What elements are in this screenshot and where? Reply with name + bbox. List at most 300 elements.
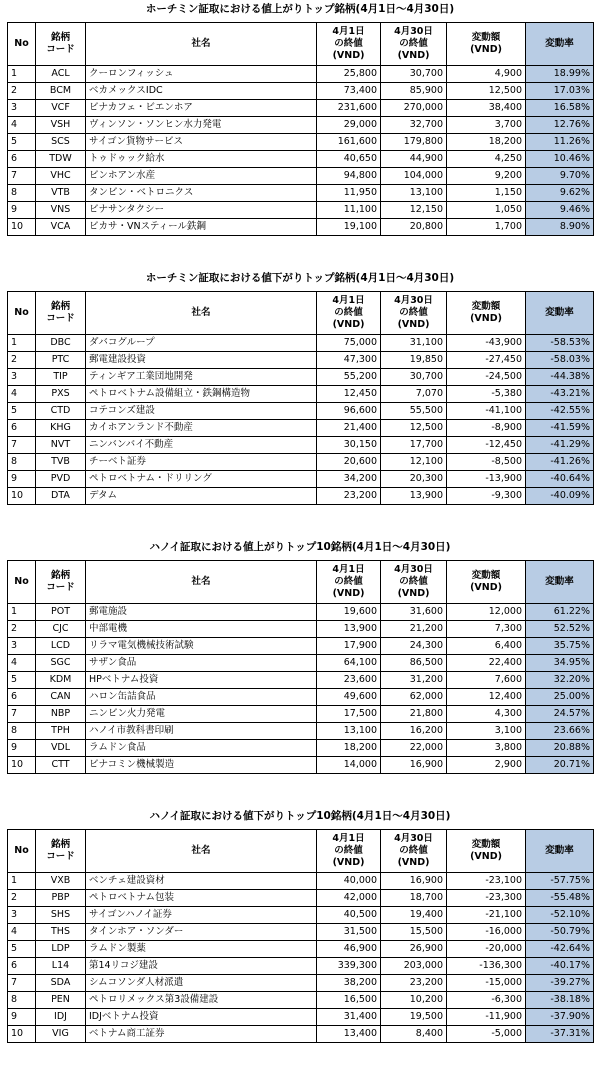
price-change: -11,900: [447, 1009, 526, 1026]
price-change: 18,200: [447, 134, 526, 151]
apr1-close-price: 25,800: [317, 66, 381, 83]
row-number: 10: [8, 757, 36, 774]
table-row: [8, 471, 594, 488]
change-rate: -58.03%: [526, 352, 594, 369]
stock-code: CTT: [36, 757, 86, 774]
apr1-close-price: 73,400: [317, 83, 381, 100]
stock-code: BCM: [36, 83, 86, 100]
apr1-close-price: 75,000: [317, 335, 381, 352]
apr1-close-price: 13,100: [317, 723, 381, 740]
table-row: [8, 924, 594, 941]
table-row: [8, 1009, 594, 1026]
apr30-close-price: 23,200: [381, 975, 447, 992]
column-header-line: 銘柄: [50, 839, 70, 850]
change-rate: 12.76%: [526, 117, 594, 134]
stock-code: VDL: [36, 740, 86, 757]
row-number: 7: [8, 706, 36, 723]
apr30-close-price: 31,100: [381, 335, 447, 352]
column-header-rate: 変動率: [526, 23, 594, 66]
column-header-line: (VND): [397, 857, 430, 868]
row-number: 8: [8, 992, 36, 1009]
apr30-close-price: 86,500: [381, 655, 447, 672]
column-header-change: [447, 23, 526, 66]
apr1-close-price: 161,600: [317, 134, 381, 151]
price-change: 9,200: [447, 168, 526, 185]
ranking-table: [7, 829, 594, 1043]
table-row: [8, 219, 594, 236]
stock-code: TPH: [36, 723, 86, 740]
row-number: 10: [8, 219, 36, 236]
price-change: -5,000: [447, 1026, 526, 1043]
price-change: 1,150: [447, 185, 526, 202]
column-header-line: (VND): [332, 319, 365, 330]
price-change: -13,900: [447, 471, 526, 488]
column-header-no: No: [8, 561, 36, 604]
apr30-close-price: 270,000: [381, 100, 447, 117]
stock-code: LCD: [36, 638, 86, 655]
change-rate: -42.55%: [526, 403, 594, 420]
change-rate: -41.29%: [526, 437, 594, 454]
apr30-close-price: 16,200: [381, 723, 447, 740]
column-header-no: No: [8, 292, 36, 335]
row-number: 10: [8, 488, 36, 505]
change-rate: 18.99%: [526, 66, 594, 83]
change-rate: -52.10%: [526, 907, 594, 924]
stock-code: VNS: [36, 202, 86, 219]
apr30-close-price: 31,600: [381, 604, 447, 621]
company-name: ペトロベトナム設備組立・鉄鋼構造物: [86, 386, 317, 403]
change-rate: -39.27%: [526, 975, 594, 992]
stock-code: SGC: [36, 655, 86, 672]
stock-code: DTA: [36, 488, 86, 505]
apr30-close-price: 44,900: [381, 151, 447, 168]
change-rate: 35.75%: [526, 638, 594, 655]
column-header-apr30-close: [381, 830, 447, 873]
company-name: トゥドゥック給水: [86, 151, 317, 168]
apr30-close-price: 30,700: [381, 369, 447, 386]
stock-code: PEN: [36, 992, 86, 1009]
column-header-line: 4月30日: [394, 564, 433, 575]
table-row: [8, 689, 594, 706]
column-header-line: の終値: [399, 307, 428, 318]
stock-code: SDA: [36, 975, 86, 992]
company-name: ビナサンタクシー: [86, 202, 317, 219]
row-number: 6: [8, 958, 36, 975]
section-title: ハノイ証取における値上がりトップ10銘柄(4月1日～4月30日): [149, 541, 451, 553]
apr30-close-price: 19,400: [381, 907, 447, 924]
stock-code: VCA: [36, 219, 86, 236]
row-number: 8: [8, 454, 36, 471]
price-change: -8,900: [447, 420, 526, 437]
apr1-close-price: 339,300: [317, 958, 381, 975]
change-rate: -50.79%: [526, 924, 594, 941]
apr30-close-price: 10,200: [381, 992, 447, 1009]
column-header-apr1-close: [317, 830, 381, 873]
row-number: 9: [8, 740, 36, 757]
column-header-name: 社名: [86, 561, 317, 604]
section-title: ホーチミン証取における値上がりトップ銘柄(4月1日～4月30日): [145, 3, 455, 15]
stock-code: CAN: [36, 689, 86, 706]
apr30-close-price: 16,900: [381, 873, 447, 890]
table-row: [8, 723, 594, 740]
change-rate: 20.71%: [526, 757, 594, 774]
apr30-close-price: 26,900: [381, 941, 447, 958]
row-number: 8: [8, 185, 36, 202]
stock-code: PBP: [36, 890, 86, 907]
row-number: 4: [8, 386, 36, 403]
column-header-line: の終値: [334, 307, 363, 318]
header-row: [8, 830, 594, 873]
row-number: 4: [8, 117, 36, 134]
row-number: 7: [8, 168, 36, 185]
apr30-close-price: 22,000: [381, 740, 447, 757]
company-name: ダバコグループ: [86, 335, 317, 352]
apr1-close-price: 16,500: [317, 992, 381, 1009]
company-name: シムコソンダ人材派遣: [86, 975, 317, 992]
table-row: [8, 621, 594, 638]
column-header-line: コード: [46, 851, 75, 862]
price-change: 7,300: [447, 621, 526, 638]
change-rate: -57.75%: [526, 873, 594, 890]
price-change: 3,700: [447, 117, 526, 134]
row-number: 10: [8, 1026, 36, 1043]
section-title: ハノイ証取における値下がりトップ10銘柄(4月1日～4月30日): [149, 810, 451, 822]
column-header-change: [447, 292, 526, 335]
apr1-close-price: 19,100: [317, 219, 381, 236]
price-change: 12,500: [447, 83, 526, 100]
company-name: タインホア・ソンダー: [86, 924, 317, 941]
table-row: [8, 151, 594, 168]
column-header-line: 4月30日: [394, 833, 433, 844]
row-number: 7: [8, 437, 36, 454]
row-number: 1: [8, 66, 36, 83]
row-number: 9: [8, 471, 36, 488]
company-name: デタム: [86, 488, 317, 505]
row-number: 8: [8, 723, 36, 740]
row-number: 3: [8, 907, 36, 924]
header-row: [8, 292, 594, 335]
column-header-apr30-close: [381, 292, 447, 335]
change-rate: 25.00%: [526, 689, 594, 706]
column-header-line: 変動額: [471, 839, 501, 850]
company-name: IDJベトナム投資: [86, 1009, 317, 1026]
row-number: 9: [8, 1009, 36, 1026]
column-header-line: の終値: [399, 845, 428, 856]
change-rate: -37.31%: [526, 1026, 594, 1043]
stock-code: SCS: [36, 134, 86, 151]
apr1-close-price: 11,950: [317, 185, 381, 202]
table-row: [8, 403, 594, 420]
apr30-close-price: 12,500: [381, 420, 447, 437]
apr1-close-price: 20,600: [317, 454, 381, 471]
apr30-close-price: 15,500: [381, 924, 447, 941]
column-header-name: 社名: [86, 292, 317, 335]
apr1-close-price: 94,800: [317, 168, 381, 185]
table-row: [8, 706, 594, 723]
apr1-close-price: 13,400: [317, 1026, 381, 1043]
change-rate: 23.66%: [526, 723, 594, 740]
column-header-change: [447, 561, 526, 604]
price-change: 12,000: [447, 604, 526, 621]
company-name: タンビン・ベトロニクス: [86, 185, 317, 202]
price-change: 2,900: [447, 757, 526, 774]
change-rate: 10.46%: [526, 151, 594, 168]
header-row: [8, 561, 594, 604]
table-row: [8, 941, 594, 958]
column-header-line: 4月1日: [332, 564, 365, 575]
apr1-close-price: 38,200: [317, 975, 381, 992]
table-row: [8, 890, 594, 907]
stock-code: VSH: [36, 117, 86, 134]
column-header-rate: 変動率: [526, 292, 594, 335]
company-name: ニンビン火力発電: [86, 706, 317, 723]
change-rate: -40.17%: [526, 958, 594, 975]
stock-code: KHG: [36, 420, 86, 437]
apr1-close-price: 11,100: [317, 202, 381, 219]
stock-ranking-section: [7, 269, 593, 505]
ranking-table: [7, 22, 594, 236]
company-name: ペトロベトナム包装: [86, 890, 317, 907]
table-row: [8, 168, 594, 185]
apr30-close-price: 12,150: [381, 202, 447, 219]
table-row: [8, 202, 594, 219]
change-rate: 17.03%: [526, 83, 594, 100]
ranking-table: [7, 291, 594, 505]
company-name: ビンホアン水産: [86, 168, 317, 185]
stock-code: CJC: [36, 621, 86, 638]
apr30-close-price: 20,300: [381, 471, 447, 488]
price-change: 4,250: [447, 151, 526, 168]
stock-code: NBP: [36, 706, 86, 723]
company-name: ベトナム商工証券: [86, 1026, 317, 1043]
stock-ranking-section: [7, 0, 593, 236]
change-rate: 11.26%: [526, 134, 594, 151]
column-header-line: (VND): [332, 857, 365, 868]
change-rate: -40.09%: [526, 488, 594, 505]
apr30-close-price: 21,800: [381, 706, 447, 723]
apr1-close-price: 96,600: [317, 403, 381, 420]
company-name: リラマ電気機械技術試験: [86, 638, 317, 655]
row-number: 7: [8, 975, 36, 992]
column-header-line: の終値: [334, 576, 363, 587]
row-number: 3: [8, 638, 36, 655]
column-header-code: [36, 292, 86, 335]
company-name: コテコンズ建設: [86, 403, 317, 420]
company-name: ニンバンバイ不動産: [86, 437, 317, 454]
column-header-line: 4月1日: [332, 26, 365, 37]
apr1-close-price: 40,000: [317, 873, 381, 890]
company-name: サイゴンハノイ証券: [86, 907, 317, 924]
column-header-line: (VND): [470, 313, 502, 324]
apr30-close-price: 104,000: [381, 168, 447, 185]
column-header-rate: 変動率: [526, 561, 594, 604]
company-name: 中部電機: [86, 621, 317, 638]
company-name: サザン食品: [86, 655, 317, 672]
apr30-close-price: 13,100: [381, 185, 447, 202]
company-name: ベンチェ建設資材: [86, 873, 317, 890]
row-number: 9: [8, 202, 36, 219]
table-row: [8, 352, 594, 369]
apr1-close-price: 14,000: [317, 757, 381, 774]
column-header-line: の終値: [334, 845, 363, 856]
price-change: 1,050: [447, 202, 526, 219]
apr30-close-price: 18,700: [381, 890, 447, 907]
price-change: -23,300: [447, 890, 526, 907]
change-rate: 9.62%: [526, 185, 594, 202]
apr1-close-price: 231,600: [317, 100, 381, 117]
column-header-line: の終値: [399, 38, 428, 49]
apr30-close-price: 62,000: [381, 689, 447, 706]
company-name: HPベトナム投資: [86, 672, 317, 689]
change-rate: 52.52%: [526, 621, 594, 638]
price-change: -24,500: [447, 369, 526, 386]
column-header-line: (VND): [470, 582, 502, 593]
apr30-close-price: 19,850: [381, 352, 447, 369]
row-number: 5: [8, 134, 36, 151]
table-row: [8, 369, 594, 386]
stock-code: VXB: [36, 873, 86, 890]
price-change: -136,300: [447, 958, 526, 975]
price-change: 7,600: [447, 672, 526, 689]
price-change: -20,000: [447, 941, 526, 958]
stock-code: POT: [36, 604, 86, 621]
apr1-close-price: 12,450: [317, 386, 381, 403]
table-row: [8, 604, 594, 621]
stock-code: ACL: [36, 66, 86, 83]
apr1-close-price: 30,150: [317, 437, 381, 454]
header-row: [8, 23, 594, 66]
stock-code: PTC: [36, 352, 86, 369]
price-change: 1,700: [447, 219, 526, 236]
column-header-line: コード: [46, 313, 75, 324]
change-rate: -58.53%: [526, 335, 594, 352]
row-number: 2: [8, 890, 36, 907]
column-header-no: No: [8, 23, 36, 66]
apr30-close-price: 179,800: [381, 134, 447, 151]
column-header-code: [36, 561, 86, 604]
company-name: ビナコミン機械製造: [86, 757, 317, 774]
change-rate: -43.21%: [526, 386, 594, 403]
price-change: -41,100: [447, 403, 526, 420]
stock-code: NVT: [36, 437, 86, 454]
stock-code: VHC: [36, 168, 86, 185]
price-change: -15,000: [447, 975, 526, 992]
company-name: ラムドン食品: [86, 740, 317, 757]
change-rate: -55.48%: [526, 890, 594, 907]
apr1-close-price: 34,200: [317, 471, 381, 488]
price-change: -21,100: [447, 907, 526, 924]
apr30-close-price: 203,000: [381, 958, 447, 975]
change-rate: -44.38%: [526, 369, 594, 386]
price-change: 22,400: [447, 655, 526, 672]
change-rate: 20.88%: [526, 740, 594, 757]
change-rate: -41.26%: [526, 454, 594, 471]
apr1-close-price: 31,500: [317, 924, 381, 941]
apr30-close-price: 55,500: [381, 403, 447, 420]
apr30-close-price: 31,200: [381, 672, 447, 689]
column-header-change: [447, 830, 526, 873]
change-rate: -37.90%: [526, 1009, 594, 1026]
table-row: [8, 638, 594, 655]
company-name: ビカサ・VNスティール鉄鋼: [86, 219, 317, 236]
column-header-line: の終値: [334, 38, 363, 49]
price-change: 3,800: [447, 740, 526, 757]
change-rate: -41.59%: [526, 420, 594, 437]
column-header-line: 変動額: [471, 301, 501, 312]
row-number: 1: [8, 604, 36, 621]
row-number: 2: [8, 621, 36, 638]
column-header-line: (VND): [397, 588, 430, 599]
apr1-close-price: 17,900: [317, 638, 381, 655]
column-header-line: コード: [46, 582, 75, 593]
stock-code: SHS: [36, 907, 86, 924]
apr1-close-price: 19,600: [317, 604, 381, 621]
table-row: [8, 1026, 594, 1043]
apr30-close-price: 12,100: [381, 454, 447, 471]
apr1-close-price: 29,000: [317, 117, 381, 134]
apr30-close-price: 17,700: [381, 437, 447, 454]
price-change: 38,400: [447, 100, 526, 117]
apr1-close-price: 17,500: [317, 706, 381, 723]
table-row: [8, 873, 594, 890]
company-name: ティンギア工業団地開発: [86, 369, 317, 386]
apr30-close-price: 8,400: [381, 1026, 447, 1043]
price-change: 4,900: [447, 66, 526, 83]
table-row: [8, 975, 594, 992]
apr30-close-price: 13,900: [381, 488, 447, 505]
apr30-close-price: 85,900: [381, 83, 447, 100]
stock-code: PVD: [36, 471, 86, 488]
table-row: [8, 655, 594, 672]
company-name: カイホアンランド不動産: [86, 420, 317, 437]
column-header-line: 4月1日: [332, 833, 365, 844]
company-name: ペトロリメックス第3設備建設: [86, 992, 317, 1009]
stock-code: CTD: [36, 403, 86, 420]
column-header-line: 銘柄: [50, 570, 70, 581]
table-row: [8, 488, 594, 505]
apr1-close-price: 13,900: [317, 621, 381, 638]
apr30-close-price: 7,070: [381, 386, 447, 403]
table-row: [8, 117, 594, 134]
apr1-close-price: 49,600: [317, 689, 381, 706]
row-number: 5: [8, 941, 36, 958]
row-number: 6: [8, 420, 36, 437]
stock-code: TIP: [36, 369, 86, 386]
apr1-close-price: 64,100: [317, 655, 381, 672]
company-name: 郵電施設: [86, 604, 317, 621]
price-change: 12,400: [447, 689, 526, 706]
column-header-rate: 変動率: [526, 830, 594, 873]
table-row: [8, 907, 594, 924]
price-change: -27,450: [447, 352, 526, 369]
row-number: 3: [8, 100, 36, 117]
stock-code: DBC: [36, 335, 86, 352]
row-number: 2: [8, 83, 36, 100]
column-header-line: コード: [46, 44, 75, 55]
price-change: -5,380: [447, 386, 526, 403]
stock-code: TDW: [36, 151, 86, 168]
row-number: 6: [8, 151, 36, 168]
apr1-close-price: 42,000: [317, 890, 381, 907]
table-row: [8, 420, 594, 437]
table-row: [8, 335, 594, 352]
column-header-line: (VND): [332, 588, 365, 599]
column-header-line: 変動額: [471, 32, 501, 43]
column-header-apr1-close: [317, 561, 381, 604]
table-row: [8, 134, 594, 151]
price-change: 3,100: [447, 723, 526, 740]
price-change: -9,300: [447, 488, 526, 505]
